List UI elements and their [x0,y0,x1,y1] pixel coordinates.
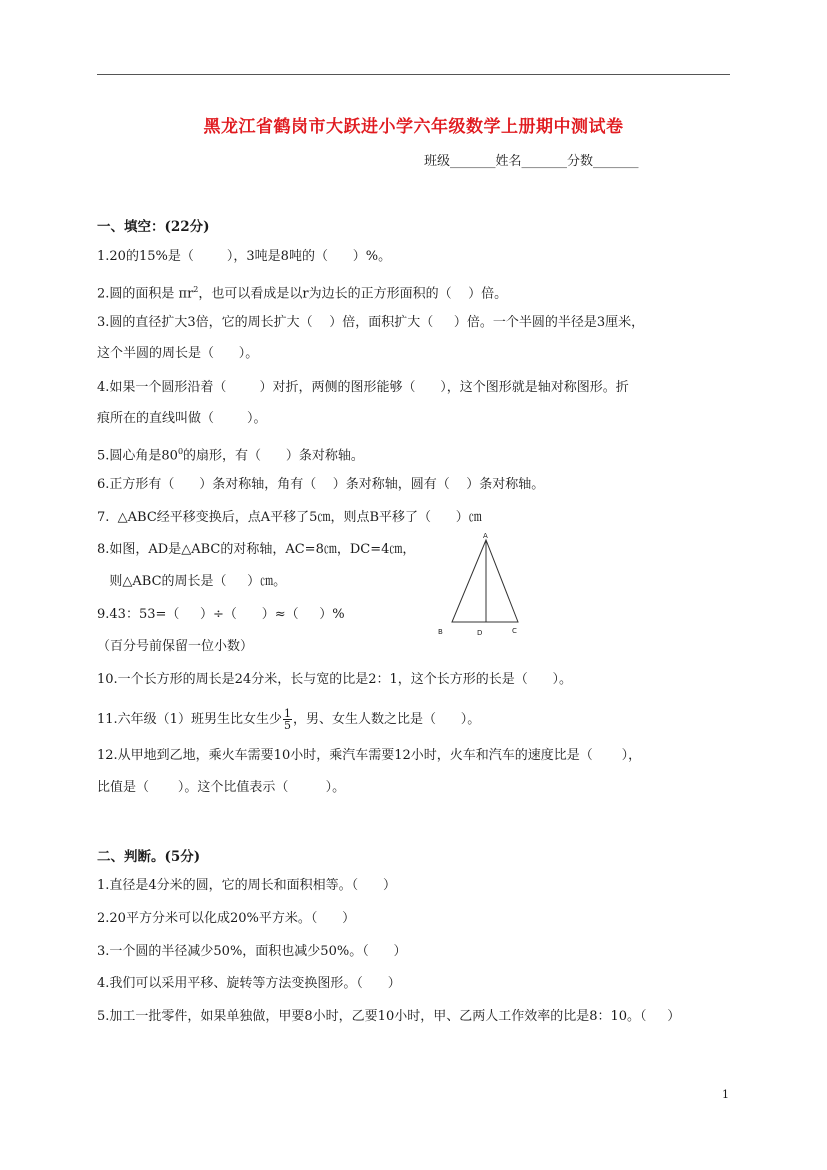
fraction-one-fifth [283,708,292,731]
question-1-3-line1: 3.圆的直径扩大3倍，它的周长扩大（ ）倍，面积扩大（ ）倍。一个半圆的半径是3厘米， [97,315,645,330]
section2-heading: 二、判断。(5分) [97,849,201,865]
page-number: 1 [722,1088,729,1101]
header-rule [97,74,730,75]
question-1-12-line1: 12.从甲地到乙地，乘火车需要10小时，乘汽车需要12小时，火车和汽车的速度比是（ ）， [97,748,642,763]
question-2-4: 4.我们可以采用平移、旋转等方法变换图形。（ ） [97,976,401,991]
question-2-3: 3.一个圆的半径减少50%，面积也减少50%。（ ） [97,944,407,959]
question-1-11-text-rest: ，男、女生人数之比是（ ）。 [292,712,481,727]
question-1-10: 10.一个长方形的周长是24分米，长与宽的比是2：1，这个长方形的长是（ ）。 [97,672,573,687]
question-1-2 [97,281,507,303]
label-d: D [477,629,483,637]
question-1-8-line1: 8.如图，AD是△ABC的对称轴，AC=8㎝，DC=4㎝， [97,542,416,557]
question-1-11 [97,708,480,731]
question-2-1: 1.直径是4分米的圆，它的周长和面积相等。（ ） [97,878,396,893]
question-1-5-text-rest: 的扇形，有（ ）条对称轴。 [183,448,364,464]
question-1-9-line1: 9.43：53=（ ）÷（ ）≈（ ）% [97,607,345,622]
question-1-11-text: 11.六年级（1）班男生比女生少 [97,712,282,727]
question-2-5: 5.加工一批零件，如果单独做，甲要8小时，乙要10小时，甲、乙两人工作效率的比是8：10。（ ） [97,1009,681,1024]
triangle-abc-figure [432,530,532,640]
question-1-4-line1: 4.如果一个圆形沿着（ ）对折，两侧的图形能够（ ），这个图形就是轴对称图形。折 [97,380,629,395]
question-1-9-line2: （百分号前保留一位小数） [97,639,254,654]
fraction-numerator: 1 [283,707,291,720]
question-1-8-line2: 则△ABC的周长是（ ）㎝。 [97,574,287,589]
question-1-4-line2: 痕所在的直线叫做（ ）。 [97,411,267,426]
student-info-line: 班级_______姓名_______分数_______ [424,154,639,169]
question-1-2-text: 2.圆的面积是 πr [97,286,194,302]
question-1-12-line2: 比值是（ ）。这个比值表示（ ）。 [97,780,346,795]
question-2-2: 2.20平方分米可以化成20%平方米。（ ） [97,911,356,926]
superscript: 2 [193,285,199,294]
question-1-5 [97,443,364,465]
question-1-5-text: 5.圆心角是80 [97,448,178,464]
label-b: B [438,628,443,636]
degree-superscript: 0 [177,447,184,456]
question-1-6: 6.正方形有（ ）条对称轴，角有（ ）条对称轴，圆有（ ）条对称轴。 [97,477,545,492]
fraction-denominator: 5 [283,719,291,732]
question-1-7: 7. △ABC经平移变换后，点A平移了5㎝，则点B平移了（ ）㎝ [97,510,482,525]
page-title: 黑龙江省鹤岗市大跃进小学六年级数学上册期中测试卷 [203,117,624,137]
label-a: A [483,532,488,540]
question-1-2-text-rest: ，也可以看成是以r为边长的正方形面积的（ ）倍。 [198,286,508,302]
triangle-outline [452,540,518,622]
question-1-1: 1.20的15%是（ ），3吨是8吨的（ ）%。 [97,249,392,264]
question-1-3-line2: 这个半圆的周长是（ ）。 [97,346,259,361]
section1-heading: 一、填空：(22分) [97,219,210,235]
label-c: C [512,627,517,635]
